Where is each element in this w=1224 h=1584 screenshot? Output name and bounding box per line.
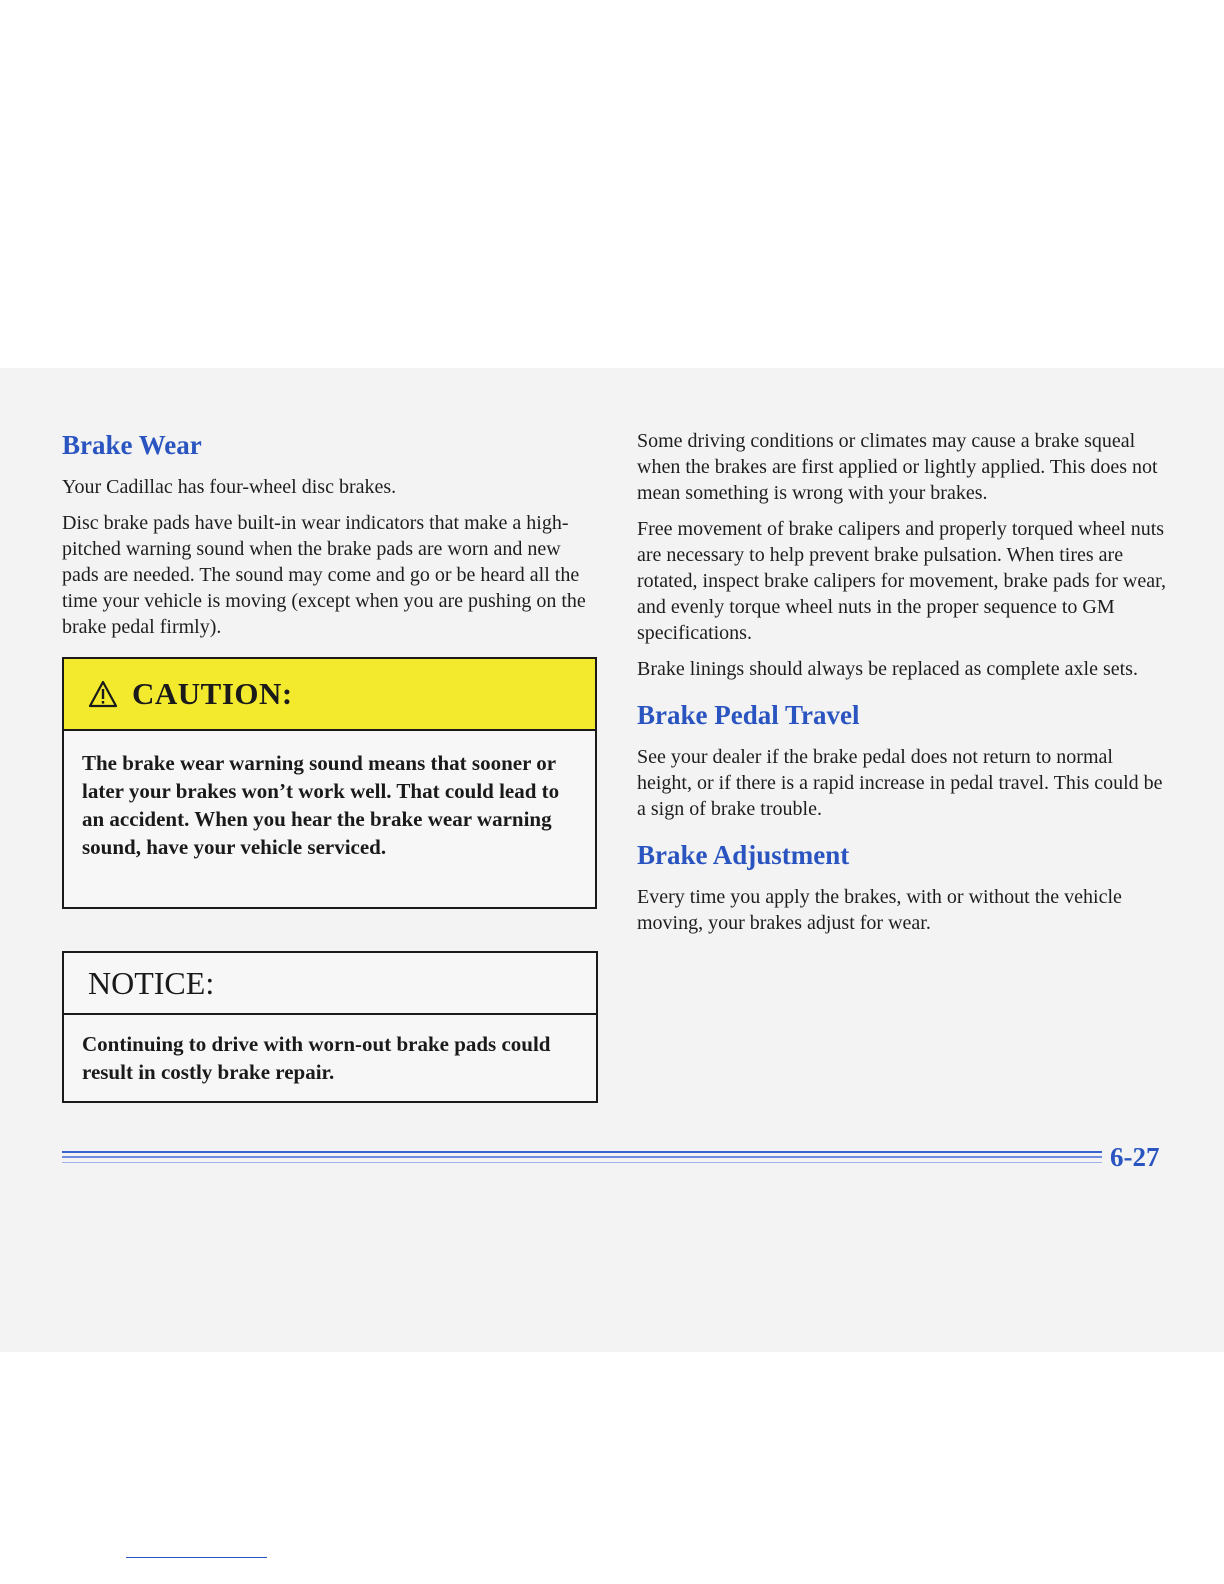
brake-linings-para: Brake linings should always be replaced as complete axle sets. (637, 658, 1138, 680)
caution-title: CAUTION: (132, 676, 293, 711)
caution-box (62, 657, 597, 909)
page-number: 6-27 (1110, 1142, 1160, 1172)
left-column (62, 428, 598, 650)
brake-wear-para-2: Disc brake pads have built-in wear indicators that make a high-pitched warning sound when the brake pads are worn and new pads are needed. The sound may come and go or be heard all the time your vehicle is moving (except when you are pushing on the brake pedal firmly). (62, 512, 586, 638)
caution-body: The brake wear warning sound means that sooner or later your brakes won’t work well. That could lead to an accident. When you hear the brake wear warning sound, have your vehicle serviced. (82, 751, 560, 859)
caution-header (64, 659, 595, 731)
brake-adjustment-body: Every time you apply the brakes, with or without the vehicle moving, your brakes adjust for wear. (637, 886, 1122, 934)
notice-header (64, 953, 596, 1015)
brake-pedal-travel-body: See your dealer if the brake pedal does not return to normal height, or if there is a rapid increase in pedal travel. This could be a sign of brake trouble. (637, 746, 1163, 820)
warning-triangle-icon (88, 680, 118, 708)
notice-box (62, 951, 598, 1103)
brake-wear-heading: Brake Wear (62, 430, 202, 460)
bottom-divider (126, 1557, 267, 1558)
right-column (637, 428, 1167, 946)
footer-rule (62, 1156, 1102, 1158)
brake-squeal-para: Some driving conditions or climates may cause a brake squeal when the brakes are first applied or lightly applied. This does not mean something is wrong with your brakes. (637, 430, 1158, 504)
footer-rule (62, 1162, 1102, 1163)
brake-wear-para-1: Your Cadillac has four-wheel disc brakes. (62, 476, 397, 498)
brake-pedal-travel-heading: Brake Pedal Travel (637, 700, 860, 730)
caliper-movement-para: Free movement of brake calipers and properly torqued wheel nuts are necessary to help prevent brake pulsation. When tires are rotated, inspect brake calipers for movement, brake pads for wear, and evenly torque wheel nuts in the proper sequence to GM specifications. (637, 518, 1166, 644)
notice-body: Continuing to drive with worn-out brake pads could result in costly brake repair. (82, 1032, 551, 1084)
notice-title: NOTICE: (88, 964, 215, 1001)
footer-rule (62, 1151, 1102, 1153)
brake-adjustment-heading: Brake Adjustment (637, 840, 850, 870)
